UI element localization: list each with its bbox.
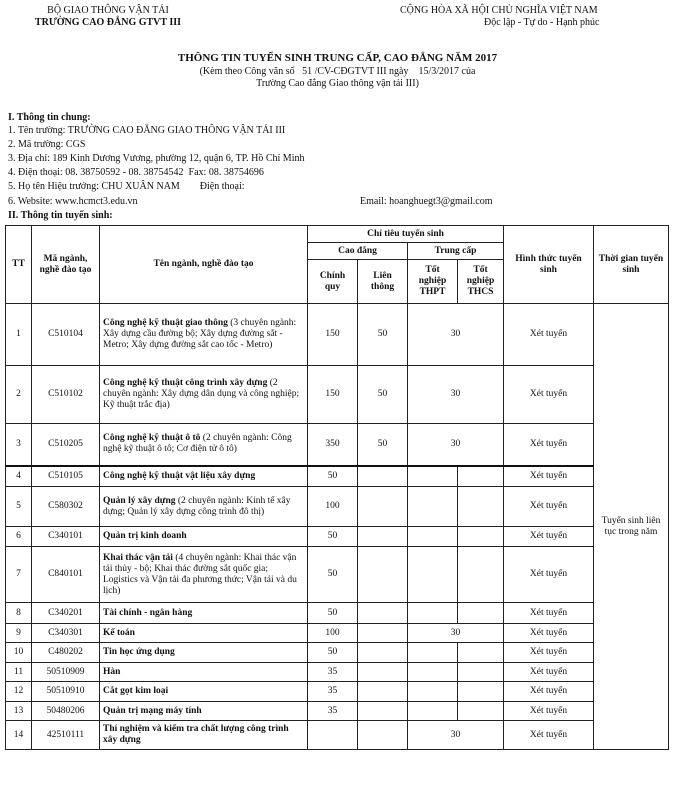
quota-lien-thong: [358, 682, 408, 702]
table-row: [6, 527, 669, 547]
quota-chinh-quy: 100: [308, 624, 358, 643]
ministry-header: [8, 5, 208, 29]
row-number: 6: [6, 527, 32, 547]
header-lien-thong: Liên thông: [358, 260, 408, 304]
table-row: [6, 624, 669, 643]
quota-lien-thong: [358, 643, 408, 663]
table-row: [6, 721, 669, 750]
quota-thcs: [458, 487, 504, 527]
header-quota: Chỉ tiêu tuyển sinh: [308, 226, 504, 243]
quota-trung-cap: 30: [408, 424, 504, 466]
quota-thpt: [408, 643, 458, 663]
table-row: [6, 682, 669, 702]
header-time: Thời gian tuyển sinh: [594, 226, 669, 304]
row-number: 4: [6, 466, 32, 487]
row-number: 10: [6, 643, 32, 663]
quota-thcs: [458, 466, 504, 487]
program-name: [100, 624, 308, 643]
row-number: 9: [6, 624, 32, 643]
admission-method: Xét tuyển: [504, 366, 594, 424]
program-code: 50480206: [32, 702, 100, 721]
admission-method: Xét tuyển: [504, 624, 594, 643]
quota-trung-cap: 30: [408, 624, 504, 643]
quota-trung-cap: 30: [408, 304, 504, 366]
row-number: 7: [6, 547, 32, 603]
program-name-bold: Kế toán: [103, 627, 135, 638]
row-number: 3: [6, 424, 32, 466]
header-name: Tên ngành, nghề đào tạo: [100, 226, 308, 304]
quota-lien-thong: 50: [358, 366, 408, 424]
row-number: 14: [6, 721, 32, 750]
program-name-detail: (3 chuyên ngành: Xây dựng cầu đường bộ; Xây dựng đường sắt - Metro; Xây dựng đường sắt cao tốc - Metro): [103, 318, 297, 350]
row-number: 5: [6, 487, 32, 527]
info-line: 2. Mã trường: CGS: [8, 139, 86, 150]
admission-method: Xét tuyển: [504, 466, 594, 487]
admission-time: Tuyển sinh liên tục trong năm: [594, 304, 669, 750]
email-line: Email: hoanghuegt3@gmail.com: [360, 196, 493, 207]
quota-thcs: [458, 682, 504, 702]
info-line: 4. Điện thoại: 08. 38750592 - 08. 38754542 Fax: 08. 38754696: [8, 167, 264, 178]
program-code: C580302: [32, 487, 100, 527]
program-code: 42510111: [32, 721, 100, 750]
quota-thpt: [408, 527, 458, 547]
quota-thcs: [458, 702, 504, 721]
program-name: [100, 721, 308, 750]
quota-thcs: [458, 527, 504, 547]
quota-chinh-quy: 100: [308, 487, 358, 527]
program-name-detail: (2 chuyên ngành: Công nghệ kỹ thuật ô tô; Cơ điện tử ô tô): [103, 433, 292, 455]
quota-lien-thong: [358, 721, 408, 750]
document-title: THÔNG TIN TUYỂN SINH TRUNG CẤP, CAO ĐẲNG NĂM 2017: [177, 52, 498, 64]
table-row: [6, 466, 669, 487]
quota-chinh-quy: 350: [308, 424, 358, 466]
program-code: C510104: [32, 304, 100, 366]
quota-thpt: [408, 682, 458, 702]
document-subtitle: [0, 66, 675, 90]
quota-lien-thong: [358, 487, 408, 527]
table-row: [6, 603, 669, 624]
program-name: [100, 547, 308, 603]
program-name-bold: Công nghệ kỹ thuật ô tô: [103, 433, 201, 444]
admission-method: Xét tuyển: [504, 721, 594, 750]
info-line: 5. Họ tên Hiệu trưởng: CHU XUÂN NAM Điện thoại:: [8, 181, 245, 192]
quota-chinh-quy: 35: [308, 702, 358, 721]
program-name: [100, 487, 308, 527]
admission-method: Xét tuyển: [504, 304, 594, 366]
quota-lien-thong: [358, 663, 408, 682]
header-code: Mã ngành, nghề đào tạo: [32, 226, 100, 304]
program-name-detail: (2 chuyên ngành: Xây dựng dân dụng và công nghiệp; Kỹ thuật trắc địa): [103, 378, 300, 410]
program-name-bold: Hàn: [103, 666, 121, 677]
program-code: C480202: [32, 643, 100, 663]
program-name-bold: Quản trị mạng máy tính: [103, 705, 202, 716]
program-code: C340201: [32, 603, 100, 624]
table-row: [6, 547, 669, 603]
table-row: [6, 487, 669, 527]
school-name: TRƯỜNG CAO ĐẲNG GTVT III: [34, 17, 182, 28]
quota-chinh-quy: 50: [308, 547, 358, 603]
info-line: 6. Website: www.hcmct3.edu.vn: [8, 196, 138, 207]
admission-method: Xét tuyển: [504, 603, 594, 624]
header-chinh-quy: Chính quy: [308, 260, 358, 304]
row-number: 2: [6, 366, 32, 424]
info-line: 3. Địa chỉ: 189 Kinh Dương Vương, phường 12, quận 6, TP. Hồ Chí Minh: [8, 153, 305, 164]
ministry-name: BỘ GIAO THÔNG VẬN TẢI: [47, 5, 169, 16]
admission-method: Xét tuyển: [504, 643, 594, 663]
program-name-detail: (4 chuyên ngành: Khai thác vận tải thủy - bộ; Khai thác đường sắt quốc gia; Logistics và Vận tải đa phương thức; Vận tải và du lịch): [103, 552, 297, 596]
quota-chinh-quy: 35: [308, 682, 358, 702]
quota-lien-thong: [358, 466, 408, 487]
program-name: [100, 466, 308, 487]
program-name: [100, 603, 308, 624]
program-name: [100, 682, 308, 702]
quota-lien-thong: [358, 702, 408, 721]
program-code: C340301: [32, 624, 100, 643]
row-number: 8: [6, 603, 32, 624]
quota-chinh-quy: 50: [308, 603, 358, 624]
row-number: 13: [6, 702, 32, 721]
quota-lien-thong: [358, 624, 408, 643]
program-name-bold: Công nghệ kỹ thuật vật liệu xây dựng: [103, 470, 256, 481]
quota-trung-cap: 30: [408, 721, 504, 750]
quota-lien-thong: 50: [358, 304, 408, 366]
quota-lien-thong: 50: [358, 424, 408, 466]
quota-chinh-quy: [308, 721, 358, 750]
quota-lien-thong: [358, 603, 408, 624]
program-name-bold: Cắt gọt kim loại: [103, 686, 169, 696]
section-admission-heading: II. Thông tin tuyển sinh:: [8, 210, 113, 221]
table-row: [6, 304, 669, 366]
program-name-bold: Công nghệ kỹ thuật công trình xây dựng: [103, 378, 268, 388]
quota-chinh-quy: 150: [308, 366, 358, 424]
program-code: 50510910: [32, 682, 100, 702]
table-row: [6, 643, 669, 663]
admission-method: Xét tuyển: [504, 527, 594, 547]
admission-method: Xét tuyển: [504, 487, 594, 527]
program-name: [100, 366, 308, 424]
program-name-bold: Thí nghiệm và kiểm tra chất lượng công trình xây dựng: [103, 724, 289, 745]
header-method: Hình thức tuyển sinh: [504, 226, 594, 304]
subtitle-line-1: (Kèm theo Công văn số 51 /CV-CĐGTVT III ngày 15/3/2017 của: [199, 66, 476, 77]
quota-thcs: [458, 547, 504, 603]
subtitle-line-2: Trường Cao đẳng Giao thông vận tải III): [256, 78, 419, 89]
header-trung-cap: Trung cấp: [408, 243, 504, 260]
info-line: 1. Tên trường: TRƯỜNG CAO ĐẲNG GIAO THÔNG VẬN TẢI III: [8, 125, 286, 136]
program-name-bold: Tài chính - ngân hàng: [103, 607, 193, 618]
quota-thcs: [458, 603, 504, 624]
quota-lien-thong: [358, 527, 408, 547]
quota-thpt: [408, 466, 458, 487]
quota-thpt: [408, 702, 458, 721]
motto: Độc lập - Tự do - Hạnh phúc: [484, 17, 600, 28]
section-general-heading: I. Thông tin chung:: [8, 112, 91, 123]
table-row: [6, 424, 669, 466]
quota-thpt: [408, 487, 458, 527]
table-row: [6, 702, 669, 721]
program-name-bold: Quản trị kinh doanh: [103, 531, 187, 541]
program-name-detail: (2 chuyên ngành: Kinh tế xây dựng; Quản lý xây dựng công trình đô thị): [103, 495, 291, 517]
program-name: [100, 527, 308, 547]
quota-chinh-quy: 50: [308, 643, 358, 663]
program-name-bold: Tin học ứng dụng: [103, 647, 175, 657]
quota-thcs: [458, 643, 504, 663]
admission-table: [5, 225, 669, 750]
program-code: C510205: [32, 424, 100, 466]
quota-chinh-quy: 50: [308, 466, 358, 487]
program-code: C840101: [32, 547, 100, 603]
admission-method: Xét tuyển: [504, 682, 594, 702]
program-code: C510105: [32, 466, 100, 487]
admission-method: Xét tuyển: [504, 663, 594, 682]
quota-lien-thong: [358, 547, 408, 603]
header-cao-dang: Cao đẳng: [308, 243, 408, 260]
quota-thpt: [408, 603, 458, 624]
quota-thpt: [408, 547, 458, 603]
admission-method: Xét tuyển: [504, 424, 594, 466]
header-thcs: Tốt nghiệp THCS: [458, 260, 504, 304]
table-row: [6, 663, 669, 682]
program-name: [100, 643, 308, 663]
quota-trung-cap: 30: [408, 366, 504, 424]
header-tt: TT: [6, 226, 32, 304]
quota-chinh-quy: 35: [308, 663, 358, 682]
program-name-bold: Quản lý xây dựng: [103, 495, 176, 506]
admission-method: Xét tuyển: [504, 547, 594, 603]
program-name: [100, 424, 308, 466]
program-code: C340101: [32, 527, 100, 547]
country-name: CỘNG HÒA XÃ HỘI CHỦ NGHĨA VIỆT NAM: [400, 5, 598, 16]
row-number: 12: [6, 682, 32, 702]
row-number: 11: [6, 663, 32, 682]
admission-method: Xét tuyển: [504, 702, 594, 721]
program-name: [100, 304, 308, 366]
table-row: [6, 366, 669, 424]
quota-thcs: [458, 663, 504, 682]
program-name-bold: Công nghệ kỹ thuật giao thông: [103, 318, 228, 328]
program-name-bold: Khai thác vận tải: [103, 552, 173, 563]
program-code: 50510909: [32, 663, 100, 682]
quota-chinh-quy: 50: [308, 527, 358, 547]
quota-chinh-quy: 150: [308, 304, 358, 366]
program-name: [100, 663, 308, 682]
quota-thpt: [408, 663, 458, 682]
national-motto: [388, 5, 675, 29]
program-code: C510102: [32, 366, 100, 424]
program-name: [100, 702, 308, 721]
header-thpt: Tốt nghiệp THPT: [408, 260, 458, 304]
row-number: 1: [6, 304, 32, 366]
